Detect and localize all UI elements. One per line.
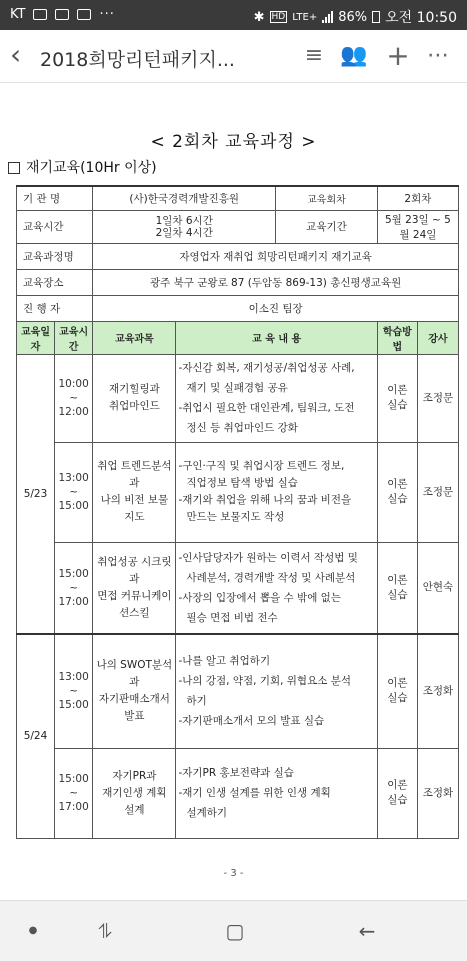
- app-bar: [0, 30, 467, 83]
- dot-icon[interactable]: ●: [28, 925, 38, 936]
- course-cell: 취업성공 시크릿과 면접 커뮤니케이션스킬: [93, 542, 176, 634]
- teacher-cell: 조정문: [417, 442, 458, 542]
- time-value: 1일차 6시간 2일차 4시간: [93, 210, 276, 243]
- method-cell: 이론 실습: [377, 542, 417, 634]
- period-label: 교육기간: [276, 210, 378, 243]
- course-cell: 취업 트렌드분석과 나의 비전 보물지도: [93, 442, 176, 542]
- more-notifications-icon: ···: [99, 7, 115, 22]
- teacher-cell: 안현숙: [417, 542, 458, 634]
- date-cell: 5/23: [17, 354, 55, 634]
- staff-label: 진 행 자: [17, 295, 93, 321]
- course-cell: 나의 SWOT분석과 자기판매소개서 발표: [93, 634, 176, 748]
- document-title: 2018희망리턴패키지...: [40, 49, 235, 71]
- page-title: < 2회차 교육과정 >: [150, 132, 317, 152]
- table-row: [17, 748, 459, 838]
- time-cell: 13:00 ~ 15:00: [55, 442, 93, 542]
- method-cell: 이론 실습: [377, 634, 417, 748]
- teacher-cell: 조정문: [417, 354, 458, 442]
- more-icon[interactable]: ⋯: [427, 43, 449, 68]
- battery-icon: [372, 11, 380, 23]
- header-teacher: 강사: [417, 321, 458, 354]
- status-bar: [0, 0, 467, 30]
- content-cell: -자신감 회복, 재기성공/취업성공 사례, 재기 및 실패경험 공유 -취업시 필요한 대인관계, 팀워크, 도전 정신 등 취업마인드 강화: [176, 354, 377, 442]
- battery-label: 86%: [338, 9, 368, 25]
- carrier-label: KT: [10, 7, 26, 22]
- course-cell: 재기힐링과 취업마인드: [93, 354, 176, 442]
- place-label: 교육장소: [17, 269, 93, 295]
- round-value: 2회차: [377, 186, 458, 210]
- list-icon[interactable]: ≡: [304, 43, 324, 68]
- hd-icon: HD: [271, 12, 286, 22]
- method-cell: 이론 실습: [377, 748, 417, 838]
- header-course: 교육과목: [93, 321, 176, 354]
- bluetooth-icon: ✱: [253, 9, 265, 25]
- method-cell: 이론 실습: [377, 354, 417, 442]
- header-content: 교 육 내 용: [176, 321, 377, 354]
- header-method: 학습방법: [377, 321, 417, 354]
- time-cell: 15:00 ~ 17:00: [55, 542, 93, 634]
- content-cell: -나를 알고 취업하기 -나의 강점, 약점, 기회, 위협요소 분석 하기 -자기판매소개서 모의 발표 실습: [176, 634, 377, 748]
- header-date: 교육일자: [17, 321, 55, 354]
- teacher-cell: 조정화: [417, 634, 458, 748]
- table-row: [17, 634, 459, 748]
- section-heading: 재기교육(10Hr 이상): [8, 157, 157, 177]
- period-value: 5월 23일 ~ 5월 24일: [377, 210, 458, 243]
- time-cell: 10:00 ~ 12:00: [55, 354, 93, 442]
- time-cell: 13:00 ~ 15:00: [55, 634, 93, 748]
- back-icon[interactable]: ←: [358, 919, 376, 943]
- course-name-value: 자영업자 재취업 희망리턴패키지 재기교육: [93, 243, 459, 269]
- table-row: [17, 354, 459, 442]
- content-cell: -인사담당자가 원하는 이력서 작성법 및 사례분석, 경력개발 작성 및 사례분석 -사장의 입장에서 뽑을 수 밖에 없는 필승 면접 비법 전수: [176, 542, 377, 634]
- network-label: LTE+: [292, 11, 318, 23]
- staff-value: 이소진 팀장: [93, 295, 459, 321]
- org-label: 기 관 명: [17, 186, 93, 210]
- table-row: [17, 442, 459, 542]
- navigation-bar: [0, 900, 467, 961]
- checkbox-icon: [8, 162, 20, 174]
- course-name-label: 교육과정명: [17, 243, 93, 269]
- home-icon[interactable]: ▢: [225, 919, 245, 943]
- content-cell: -구인·구직 및 취업시장 트렌드 정보, 직업정보 탐색 방법 실습 -재기와 취업을 위해 나의 꿈과 비전을 만드는 보물지도 작성: [176, 442, 377, 542]
- round-label: 교육회차: [276, 186, 378, 210]
- time-cell: 15:00 ~ 17:00: [55, 748, 93, 838]
- plus-icon[interactable]: +: [386, 39, 410, 72]
- content-cell: -자기PR 홍보전략과 실습 -재기 인생 설계를 위한 인생 계획 설계하기: [176, 748, 377, 838]
- signal-icon: [322, 11, 333, 23]
- back-arrow-icon[interactable]: ‹: [10, 38, 22, 71]
- method-cell: 이론 실습: [377, 442, 417, 542]
- date-cell: 5/24: [17, 634, 55, 838]
- place-value: 광주 북구 군왕로 87 (두암동 869-13) 총신평생교육원: [93, 269, 459, 295]
- recent-apps-icon[interactable]: ⥮: [97, 919, 113, 943]
- table-row: [17, 542, 459, 634]
- org-value: (사)한국경력개발진흥원: [93, 186, 276, 210]
- time-label: 교육시간: [17, 210, 93, 243]
- people-icon[interactable]: 👥: [340, 43, 368, 68]
- header-time: 교육시간: [55, 321, 93, 354]
- blog-icon: [77, 9, 91, 20]
- schedule-table: [16, 185, 459, 839]
- clock: 오전 10:50: [385, 10, 457, 26]
- course-cell: 자기PR과 재기인생 계획 설계: [93, 748, 176, 838]
- teacher-cell: 조정화: [417, 748, 458, 838]
- document-page: [0, 83, 467, 900]
- image-icon: [55, 9, 69, 20]
- page-number: - 3 -: [223, 868, 244, 879]
- gallery-icon: [33, 9, 47, 20]
